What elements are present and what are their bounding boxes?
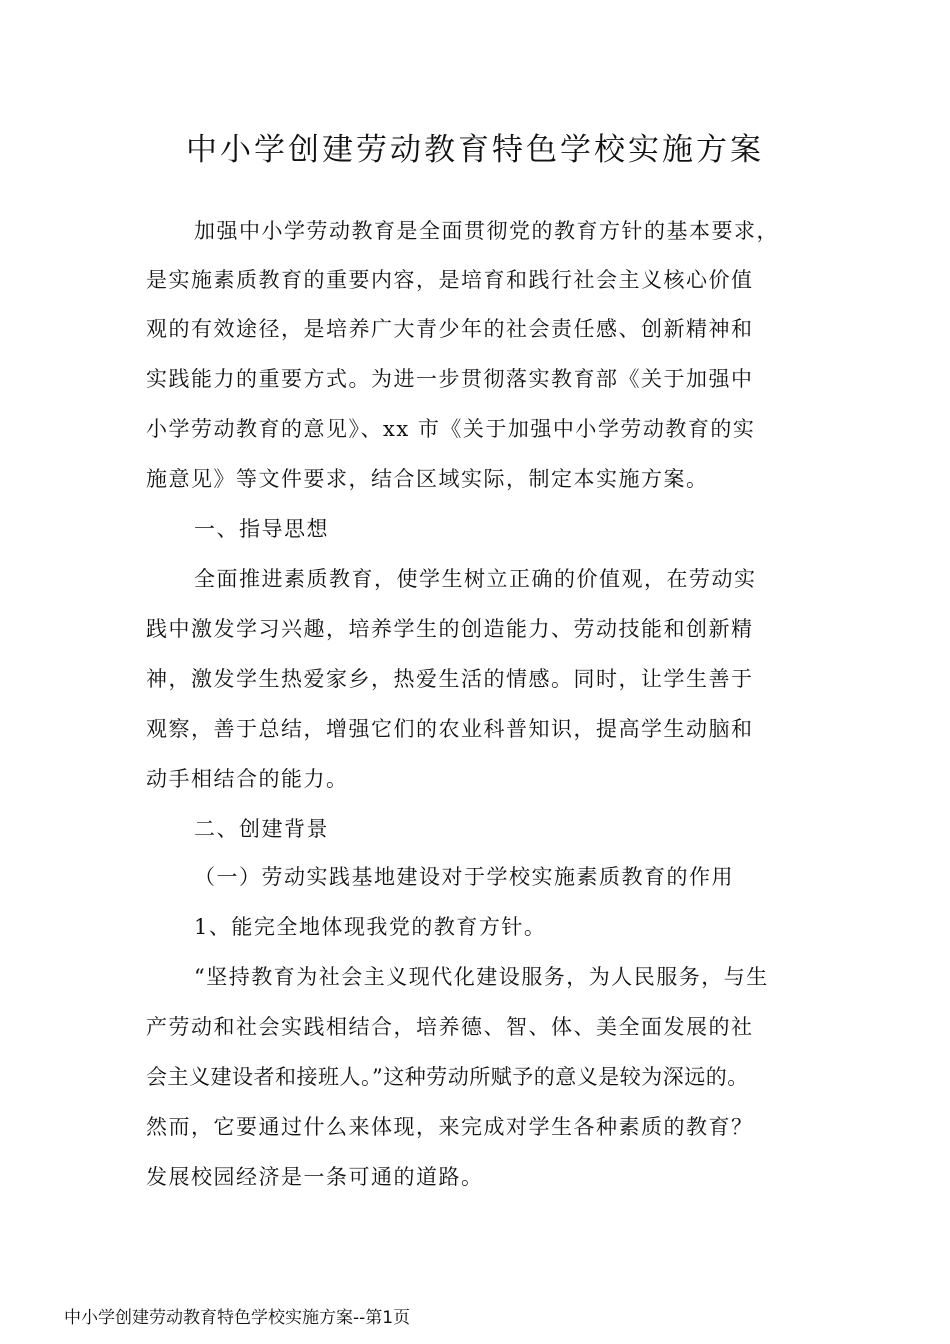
text-line: 小学劳动教育的意见》、xx 市《关于加强中小学劳动教育的实	[146, 417, 756, 441]
page-footer: 中小学创建劳动教育特色学校实施方案--第1页	[64, 1308, 411, 1328]
text-line: 然而，它要通过什么来体现，来完成对学生各种素质的教育？	[146, 1115, 754, 1139]
text-line: 加强中小学劳动教育是全面贯彻党的教育方针的基本要求，	[194, 219, 779, 243]
text-line: 是实施素质教育的重要内容，是培育和践行社会主义核心价值	[146, 268, 754, 292]
text-line: 施意见》等文件要求，结合区域实际，制定本实施方案。	[146, 467, 709, 491]
text-line: 会主义建设者和接班人。”这种劳动所赋予的意义是较为深远的。	[146, 1065, 749, 1089]
text-line: 动手相结合的能力。	[146, 767, 349, 791]
text-line: 神，激发学生热爱家乡，热爱生活的情感。同时，让学生善于	[146, 667, 754, 691]
text-line: 观察，善于总结，增强它们的农业科普知识，提高学生动脑和	[146, 717, 754, 741]
subsection-heading: （一）劳动实践基地建设对于学校实施素质教育的作用	[194, 865, 734, 889]
item-heading: 1、能完全地体现我党的教育方针。	[194, 915, 547, 939]
text-line: “坚持教育为社会主义现代化建设服务，为人民服务，与生	[194, 965, 769, 989]
text-line: 实践能力的重要方式。为进一步贯彻落实教育部《关于加强中	[146, 367, 754, 391]
document-title: 中小学创建劳动教育特色学校实施方案	[186, 132, 764, 168]
text-line: 全面推进素质教育，使学生树立正确的价值观，在劳动实	[194, 567, 757, 591]
section-heading: 二、创建背景	[194, 817, 329, 841]
text-line: 践中激发学习兴趣，培养学生的创造能力、劳动技能和创新精	[146, 617, 754, 641]
text-line: 产劳动和社会实践相结合，培养德、智、体、美全面发展的社	[146, 1015, 754, 1039]
text-line: 观的有效途径，是培养广大青少年的社会责任感、创新精神和	[146, 317, 754, 341]
text-line: 发展校园经济是一条可通的道路。	[146, 1165, 484, 1189]
section-heading: 一、指导思想	[194, 517, 329, 541]
